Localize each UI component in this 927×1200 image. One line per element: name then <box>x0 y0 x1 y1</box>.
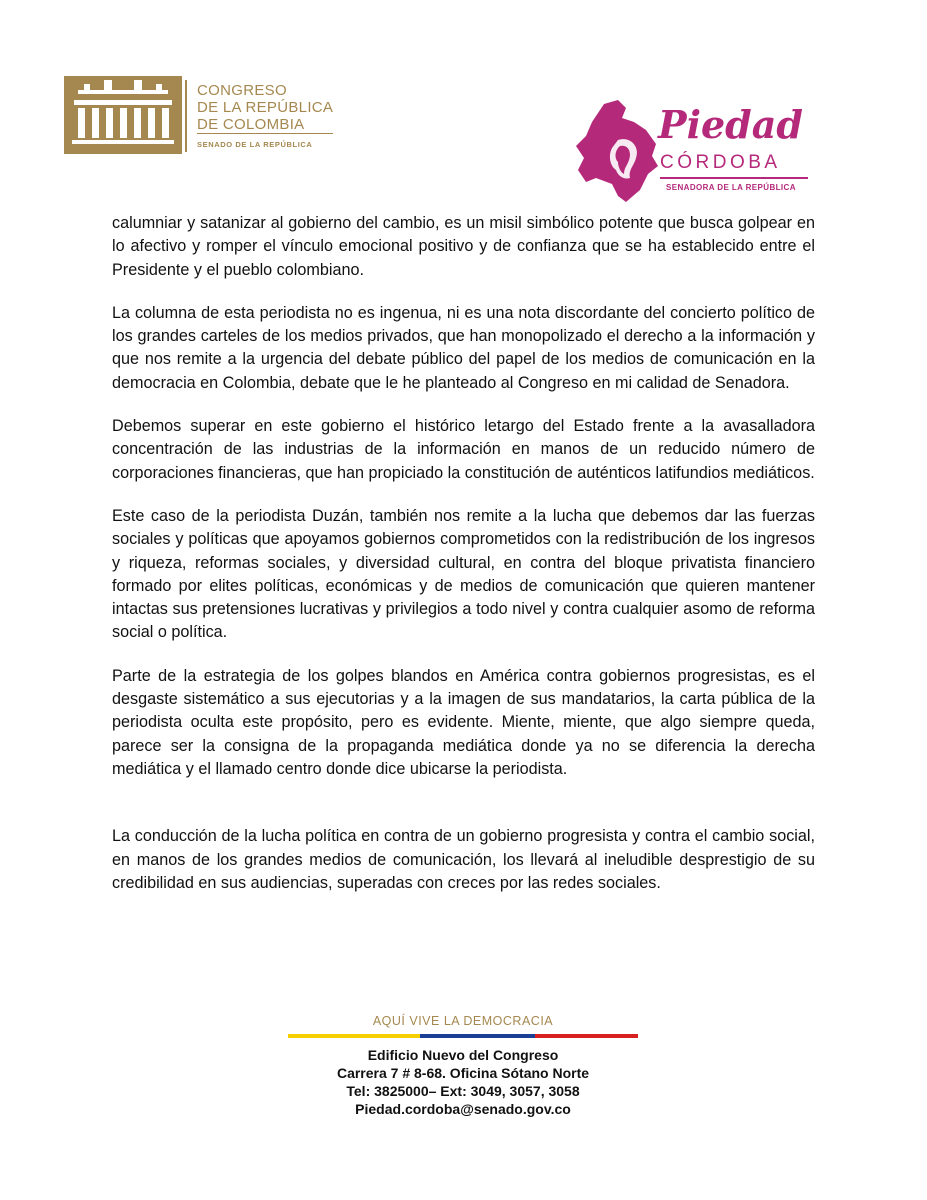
flag-color-bar <box>288 1034 638 1038</box>
paragraph-4: Este caso de la periodista Duzán, también nos remite a la lucha que debemos dar las fuerzas sociales y políticas que apoyamos gobiernos comprometidos con la redistribución de los ingresos y riqueza, reformas sociales, y diversidad cultural, en contra del bloque privatista financiero formado por elites políticas, económicas y de medios de comunicación que quieren mantener intactas sus pretensiones lucrativas y privilegios a todo nivel y contra cualquier asomo de reforma social o política. <box>112 506 815 642</box>
congreso-line-1: CONGRESO <box>197 82 287 99</box>
logo-divider <box>185 80 187 152</box>
paragraph-1: calumniar y satanizar al gobierno del cambio, es un misil simbólico potente que busca golpear en lo afectivo y romper el vínculo emocional positivo y de confianza que se ha establecido entre el Presidente y el pueblo colombiano. <box>112 214 815 279</box>
address-building: Edificio Nuevo del Congreso <box>367 1047 559 1063</box>
flag-red-stripe <box>535 1034 638 1038</box>
congreso-rule <box>197 133 333 134</box>
footer-motto: AQUÍ VIVE LA DEMOCRACIA <box>372 1014 554 1028</box>
paragraph-3: Debemos superar en este gobierno el histórico letargo del Estado frente a la avasalladora concentración de las industrias de la información en manos de un reducido número de corporaciones financieras, que han propiciado la constitución de auténticos latifundios mediáticos. <box>112 417 815 482</box>
footer-address <box>263 1046 663 1118</box>
congreso-subline: SENADO DE LA REPÚBLICA <box>197 140 313 149</box>
paragraph-5: Parte de la estrategia de los golpes blandos en América contra gobiernos progresistas, es el desgaste sistemático a sus ejecutorias y a la imagen de sus mandatarios, la carta pública de la periodista oculta este propósito, pero es evidente. Miente, miente, que algo siempre queda, parece ser la consigna de la propaganda mediática donde ya no se diferencia la derecha mediática y el llamado centro donde dice ubicarse la periodista. <box>112 666 815 778</box>
capitol-building-icon <box>64 76 182 154</box>
congreso-line-2: DE LA REPÚBLICA <box>197 99 334 116</box>
senator-logo-rule <box>660 177 808 179</box>
colombia-map-profile-icon <box>574 100 664 205</box>
address-phone: Tel: 3825000– Ext: 3049, 3057, 3058 <box>346 1083 580 1099</box>
congreso-wordmark <box>197 82 333 153</box>
address-email[interactable]: Piedad.cordoba@senado.gov.co <box>355 1101 571 1117</box>
senator-logo <box>574 100 814 205</box>
senator-first-name: Piedad <box>658 102 803 147</box>
senator-surname: CÓRDOBA <box>660 152 781 173</box>
senator-role: SENADORA DE LA REPÚBLICA <box>666 183 796 192</box>
flag-blue-stripe <box>420 1034 535 1038</box>
address-street: Carrera 7 # 8-68. Oficina Sótano Norte <box>336 1065 590 1081</box>
paragraph-2: La columna de esta periodista no es ingenua, ni es una nota discordante del concierto político de los grandes carteles de los medios privados, que han monopolizado el derecho a la información y que nos remite a la urgencia del debate público del papel de los medios de comunicación en la democracia en Colombia, debate que le he planteado al Congreso en mi calidad de Senadora. <box>112 303 815 392</box>
letter-body <box>112 212 815 915</box>
flag-yellow-stripe <box>288 1034 420 1038</box>
congreso-logo <box>64 76 334 154</box>
congreso-line-3: DE COLOMBIA <box>197 116 305 133</box>
paragraph-6: La conducción de la lucha política en contra de un gobierno progresista y contra el cambio social, en manos de los grandes medios de comunicación, los llevará al ineludible desprestigio de su credibilidad en sus audiencias, superadas con creces por las redes sociales. <box>112 827 815 892</box>
